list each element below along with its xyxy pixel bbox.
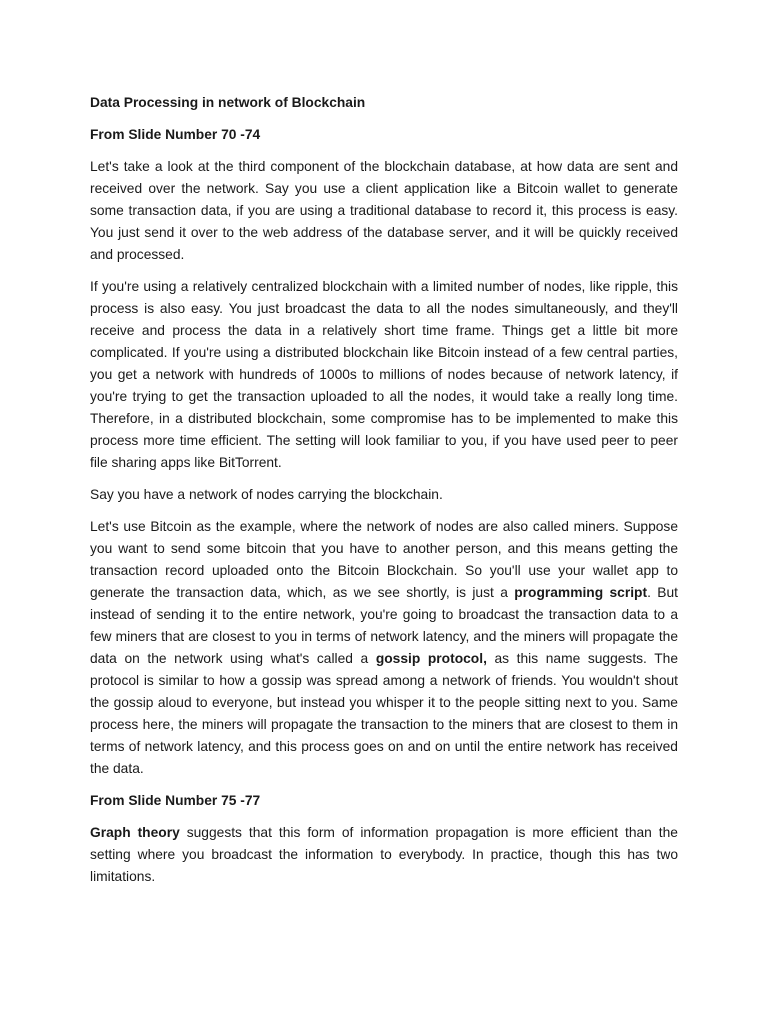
document-title: Data Processing in network of Blockchain bbox=[90, 95, 366, 110]
gossip-text-part2: . But instead of sending it to the entire network, you're going to broadcast the transaction data to a few miners that are closest to you in terms of network latency, and the miners will propagate the data on the network using what's called a bbox=[90, 585, 678, 666]
gossip-text-part3: as this name suggests. The protocol is similar to how a gossip was spread among a network of friends. You wouldn't shout the gossip aloud to everyone, but instead you whisper it to the people sitting next to you. Same process here, the miners will propagate the transaction to the miners that are closest to them in terms of network latency, and this process goes on and on until the entire network has received the data. bbox=[90, 651, 679, 776]
paragraph-data-transmission: Let's take a look at the third component of the blockchain database, at how data are sent and received over the network. Say you use a client application like a Bitcoin wallet to generate some transaction data, if you are using a traditional database to record it, this process is easy. You just send it over to the web address of the database server, and it will be quickly received and processed. bbox=[90, 159, 678, 262]
term-programming-script: programming script bbox=[514, 585, 648, 600]
document-page bbox=[90, 92, 678, 898]
paragraph-gossip-protocol bbox=[90, 516, 678, 780]
gossip-text-part1: Let's use Bitcoin as the example, where the network of nodes are also called miners. Suppose you want to send some bitcoin that you have to another person, and this means getting the transaction record uploaded onto the Bitcoin Blockchain. So you'll use your wallet app to generate the transaction data, which, as we see shortly, is just a bbox=[90, 519, 678, 600]
term-graph-theory: Graph theory bbox=[90, 825, 180, 840]
section-heading-slides-70-74: From Slide Number 70 -74 bbox=[90, 127, 261, 142]
graph-theory-text: suggests that this form of information propagation is more efficient than the setting where you broadcast the information to everybody. In practice, though this has two limitations. bbox=[90, 825, 678, 884]
term-gossip-protocol: gossip protocol, bbox=[375, 651, 487, 666]
paragraph-graph-theory bbox=[90, 822, 678, 888]
paragraph-network-of-nodes: Say you have a network of nodes carrying the blockchain. bbox=[90, 487, 443, 502]
section-heading-slides-75-77: From Slide Number 75 -77 bbox=[90, 793, 261, 808]
paragraph-centralized-vs-distributed: If you're using a relatively centralized blockchain with a limited number of nodes, like ripple, this process is also easy. You just broadcast the data to all the nodes simultaneously, and they'll receive and process the data in a relatively short time frame. Things get a little bit more complicated. If you're using a distributed blockchain like Bitcoin instead of a few central parties, you get a network with hundreds of 1000s to millions of nodes because of network latency, if you're trying to get the transaction uploaded to all the nodes, it would take a really long time. Therefore, in a distributed blockchain, some compromise has to be implemented to make this process more time efficient. The setting will look familiar to you, if you have used peer to peer file sharing apps like BitTorrent. bbox=[90, 279, 678, 470]
